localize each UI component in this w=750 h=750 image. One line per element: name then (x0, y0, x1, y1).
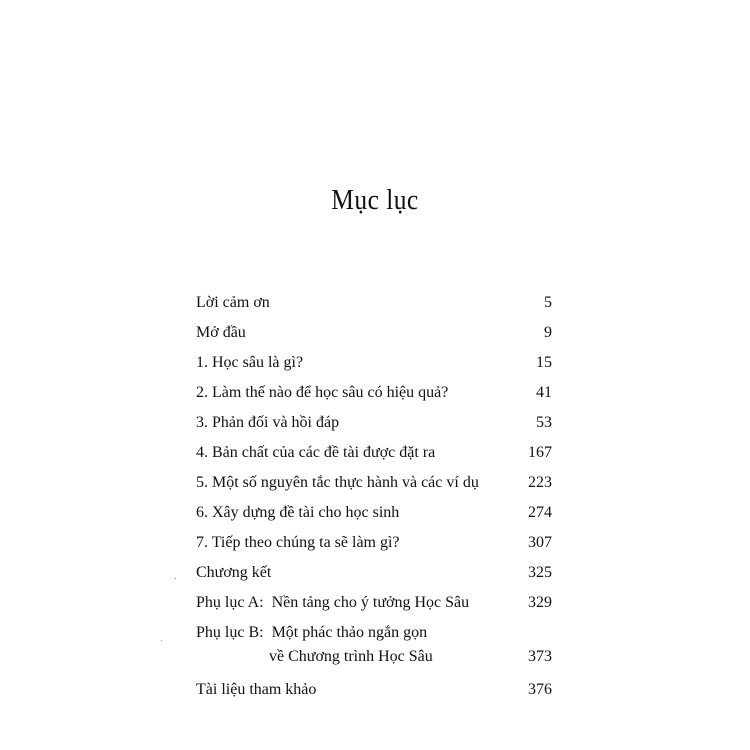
toc-entry-label: Tài liệu tham khảo (196, 681, 317, 698)
toc-entry (196, 588, 552, 618)
toc-entry-page-number: 15 (536, 354, 552, 371)
toc-entry-page-number: 223 (528, 474, 552, 491)
table-of-contents (196, 288, 552, 705)
toc-entry-label: 2. Làm thế nào để học sâu có hiệu quả? (196, 384, 449, 401)
toc-entry (196, 408, 552, 438)
toc-entry-label: Chương kết (196, 564, 272, 581)
toc-entry-label: Phụ lục A: Nền tảng cho ý tưởng Học Sâu (196, 594, 470, 611)
toc-entry-page-number: 167 (528, 444, 552, 461)
toc-entry (196, 438, 552, 468)
toc-entry-page-number: 53 (536, 414, 552, 431)
toc-entry (196, 528, 552, 558)
toc-entry-label: Mở đầu (196, 324, 246, 341)
toc-entry-page-number: 376 (528, 681, 552, 698)
toc-entry-page-number: 373 (528, 648, 552, 665)
toc-entry-page-number: 307 (528, 534, 552, 551)
page-title: Mục lục (331, 184, 419, 216)
toc-entry-page-number: 274 (528, 504, 552, 521)
toc-entry-label: 7. Tiếp theo chúng ta sẽ làm gì? (196, 534, 400, 551)
toc-entry-label: 6. Xây dựng đề tài cho học sinh (196, 504, 400, 521)
toc-entry-label-line2: về Chương trình Học Sâu (269, 648, 433, 665)
toc-entry (196, 618, 552, 678)
toc-entry (196, 378, 552, 408)
toc-entry-label-line1: Phụ lục B: Một phác thảo ngắn gọn (196, 624, 428, 641)
toc-entry (196, 675, 552, 705)
toc-entry (196, 468, 552, 498)
toc-entry (196, 498, 552, 528)
toc-entry-page-number: 329 (528, 594, 552, 611)
toc-entry-page-number: 9 (544, 324, 552, 341)
toc-entry-label: 1. Học sâu là gì? (196, 354, 304, 371)
toc-entry (196, 288, 552, 318)
toc-entry-label: 5. Một số nguyên tắc thực hành và các ví dụ (196, 474, 479, 491)
toc-entry-label: 4. Bản chất của các đề tài được đặt ra (196, 444, 436, 461)
paper-speck (161, 640, 162, 641)
toc-entry-label: 3. Phản đối và hồi đáp (196, 414, 340, 431)
toc-entry-page-number: 325 (528, 564, 552, 581)
toc-entry-page-number: 41 (536, 384, 552, 401)
toc-entry (196, 558, 552, 588)
paper-speck (175, 578, 176, 579)
toc-entry-page-number: 5 (544, 294, 552, 311)
toc-entry (196, 318, 552, 348)
toc-entry-label: Lời cảm ơn (196, 294, 270, 311)
toc-entry (196, 348, 552, 378)
